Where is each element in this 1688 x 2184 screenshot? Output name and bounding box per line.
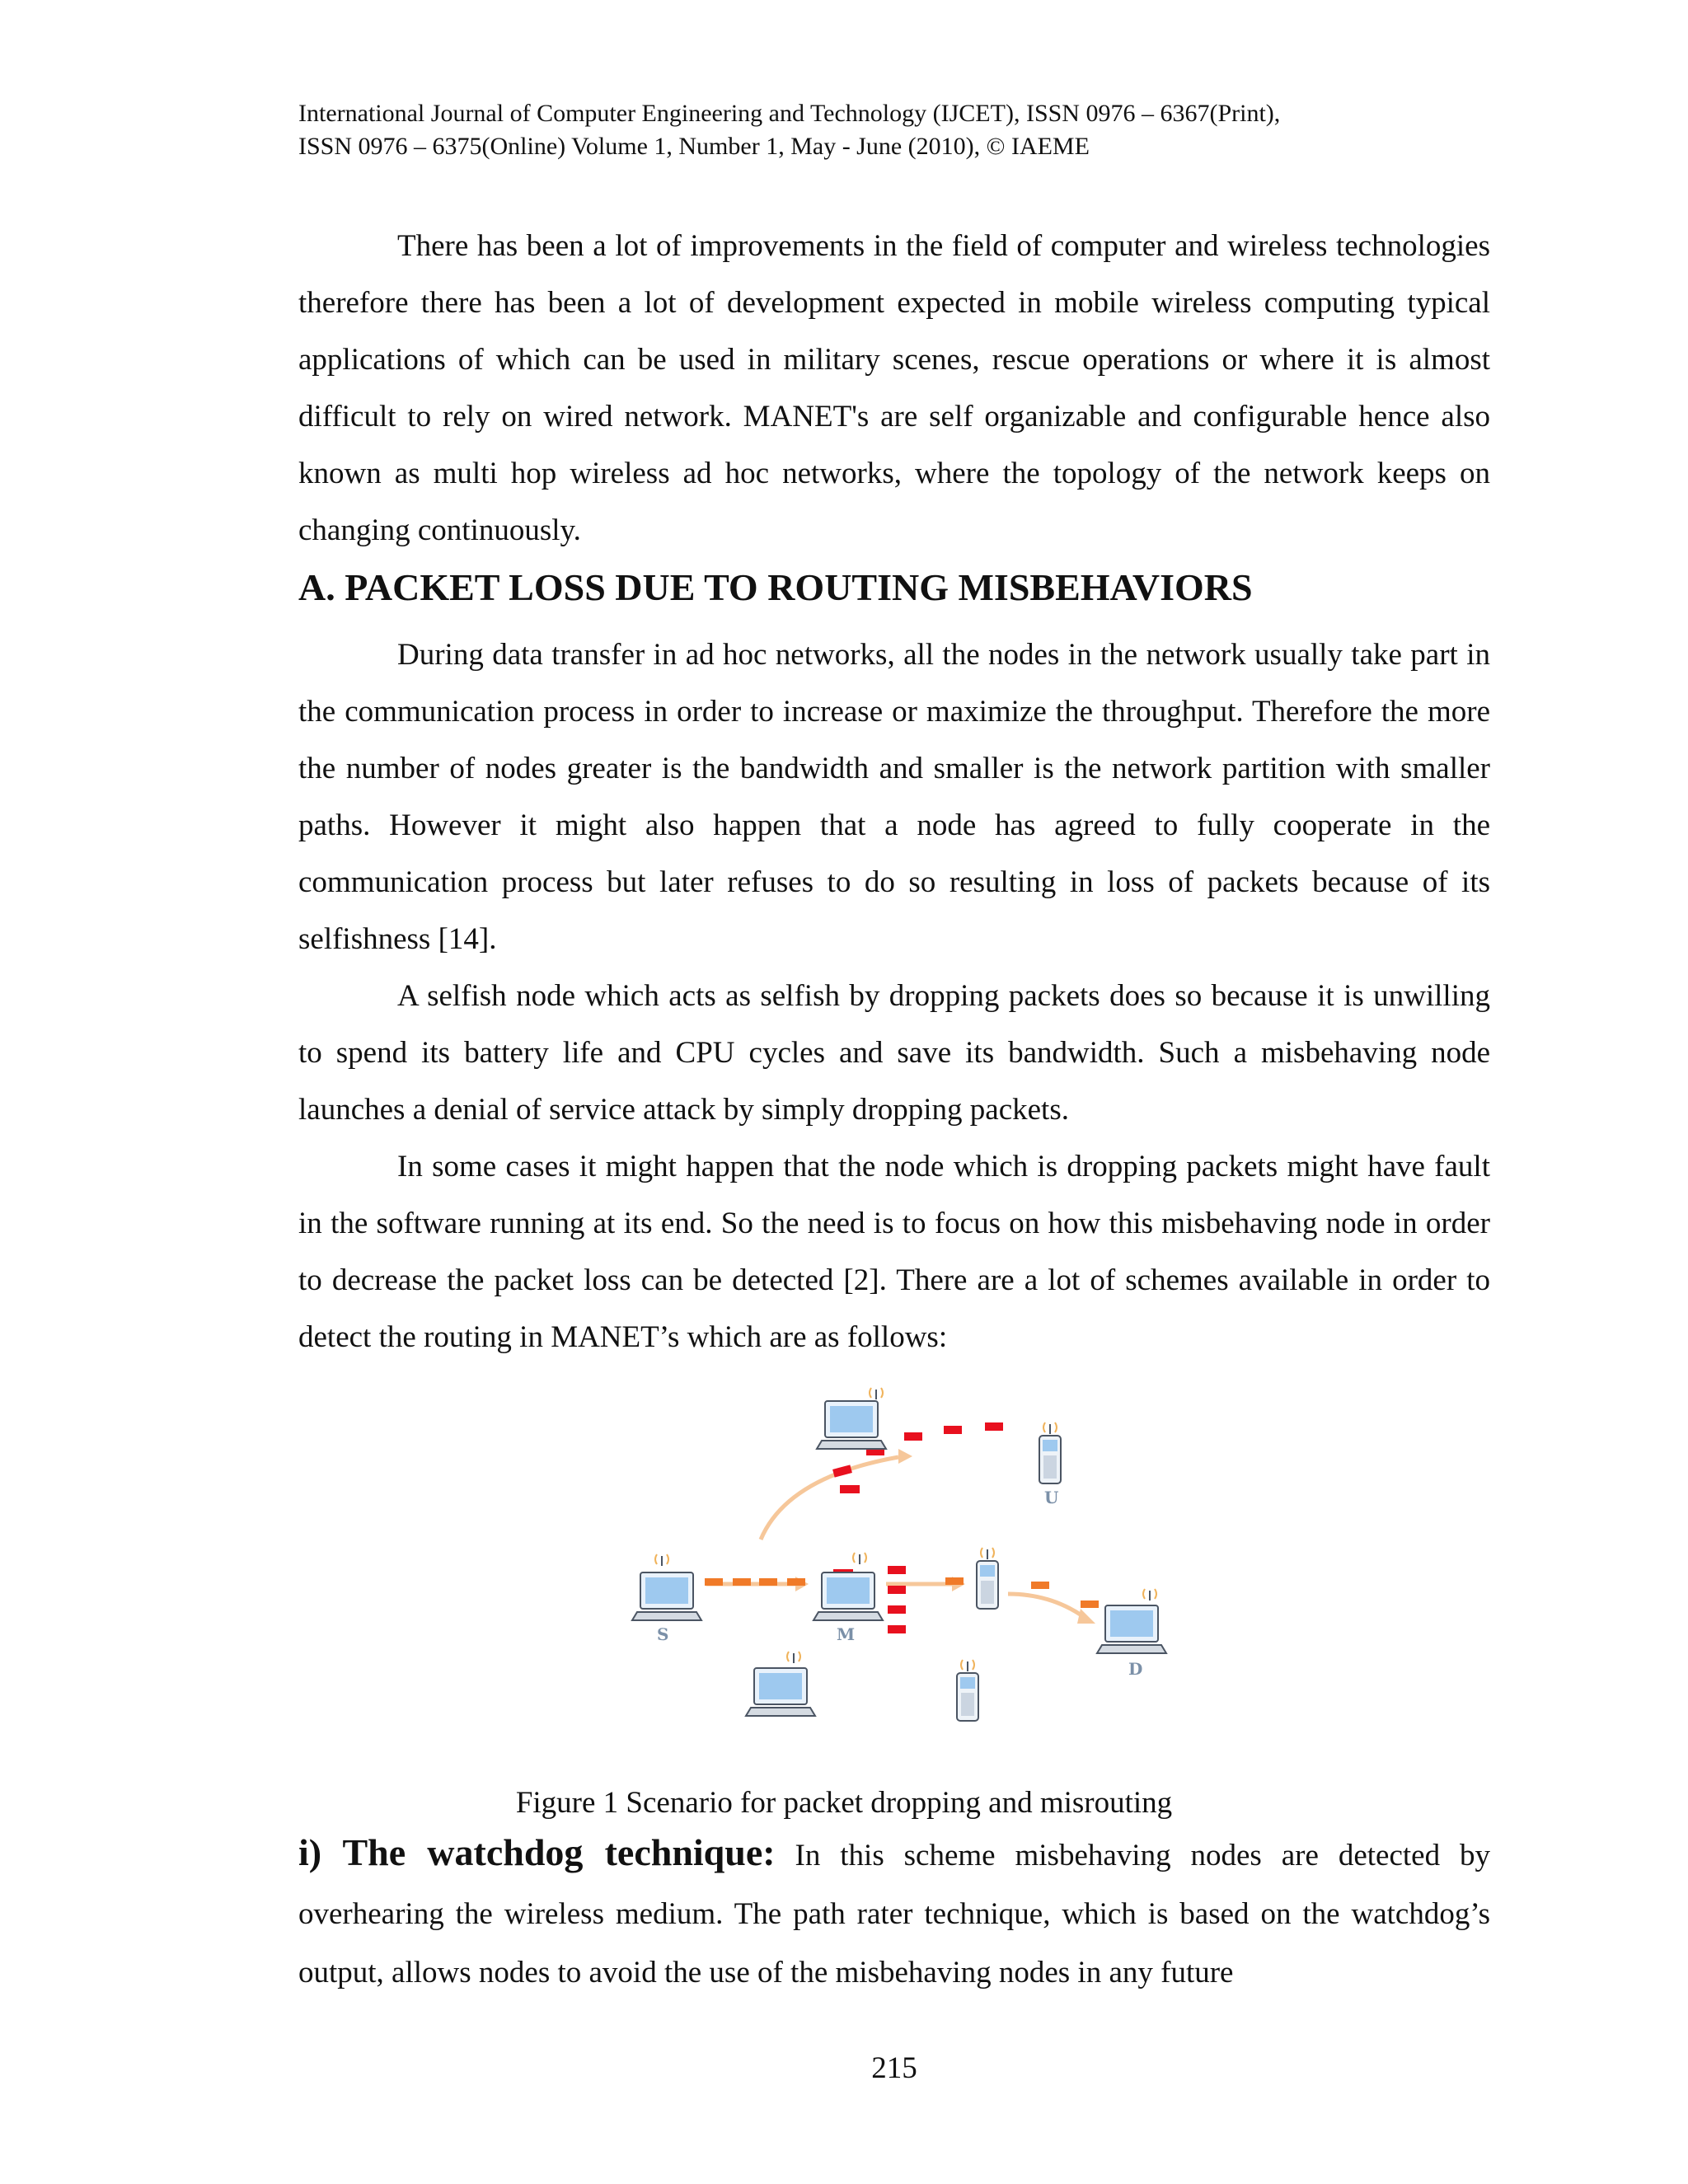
network-figure: [614, 1378, 1175, 1765]
destination-arrow: [1008, 1594, 1084, 1617]
header-line-2: ISSN 0976 – 6375(Online) Volume 1, Number 1, May - June (2010), © IAEME: [298, 133, 1090, 160]
section-a-paragraph-3: In some cases it might happen that the node which is dropping packets might have fault in the software running at its end. So the need is to focus on how this misbehaving node in order to decrease the packet loss can be detected [2]. There are a lot of schemes available in order to detect the routing in MANET’s which are as follows:: [298, 1150, 1490, 1354]
destination-arrowhead: [1077, 1609, 1095, 1624]
watchdog-paragraph: [298, 1823, 1490, 2002]
section-heading: A. PACKET LOSS DUE TO ROUTING MISBEHAVIORS: [298, 566, 1253, 608]
laptop-bottom: [746, 1652, 815, 1716]
misroute-arrowhead: [898, 1449, 912, 1464]
intro-paragraph: There has been a lot of improvements in the field of computer and wireless technologies therefore there has been a lot of development expected in mobile wireless computing typical applications of which can be used in military scenes, rescue operations or where it is almost difficult to rely on wired network. MANET's are self organizable and configurable hence also known as multi hop wireless ad hoc networks, where the topology of the network keeps on changing continuously.: [298, 229, 1490, 547]
node-label-u: U: [1044, 1488, 1059, 1507]
page-number: 215: [871, 2051, 917, 2085]
node-label-d: D: [1128, 1659, 1143, 1679]
laptop-s: [632, 1554, 701, 1620]
watchdog-text: In this scheme misbehaving nodes are detected by overhearing the wireless medium. The path rater technique, which is based on the watchdog’s output, allows nodes to avoid the use of the misbehaving nodes in any future: [298, 1839, 1491, 1990]
header-line-1: International Journal of Computer Engineering and Technology (IJCET), ISSN 0976 – 6367(Print),: [298, 100, 1281, 127]
laptop-top: [817, 1388, 886, 1449]
section-a-paragraph-1: During data transfer in ad hoc networks, all the nodes in the network usually take part in the communication process in order to increase or maximize the throughput. Therefore the more the number of nodes greater is the bandwidth and smaller is the network partition with smaller paths. However it might also happen that a node has agreed to fully cooperate in the communication process but later refuses to do so resulting in loss of packets because of its selfishness [14].: [298, 638, 1490, 956]
phone-u: [1039, 1422, 1061, 1483]
section-a-paragraph-2: A selfish node which acts as selfish by dropping packets does so because it is unwilling to spend its battery life and CPU cycles and save its bandwidth. Such a misbehaving node launches a denial of service attack by simply dropping packets.: [298, 979, 1490, 1127]
phone-middle: [977, 1548, 998, 1609]
laptop-m: [814, 1553, 883, 1620]
node-label-s: S: [657, 1624, 669, 1644]
misroute-arrow: [761, 1457, 898, 1540]
running-header: [298, 97, 1502, 163]
laptop-d: [1097, 1589, 1166, 1653]
intro-section: [298, 218, 1490, 559]
watchdog-lead: i) The watchdog technique:: [298, 1831, 776, 1873]
figure-caption: Figure 1 Scenario for packet dropping and misrouting: [515, 1786, 1173, 1820]
phone-bottom: [957, 1660, 978, 1721]
section-a-body: [298, 626, 1490, 1366]
node-label-m: M: [837, 1624, 856, 1644]
manet-diagram: [614, 1378, 1175, 1765]
